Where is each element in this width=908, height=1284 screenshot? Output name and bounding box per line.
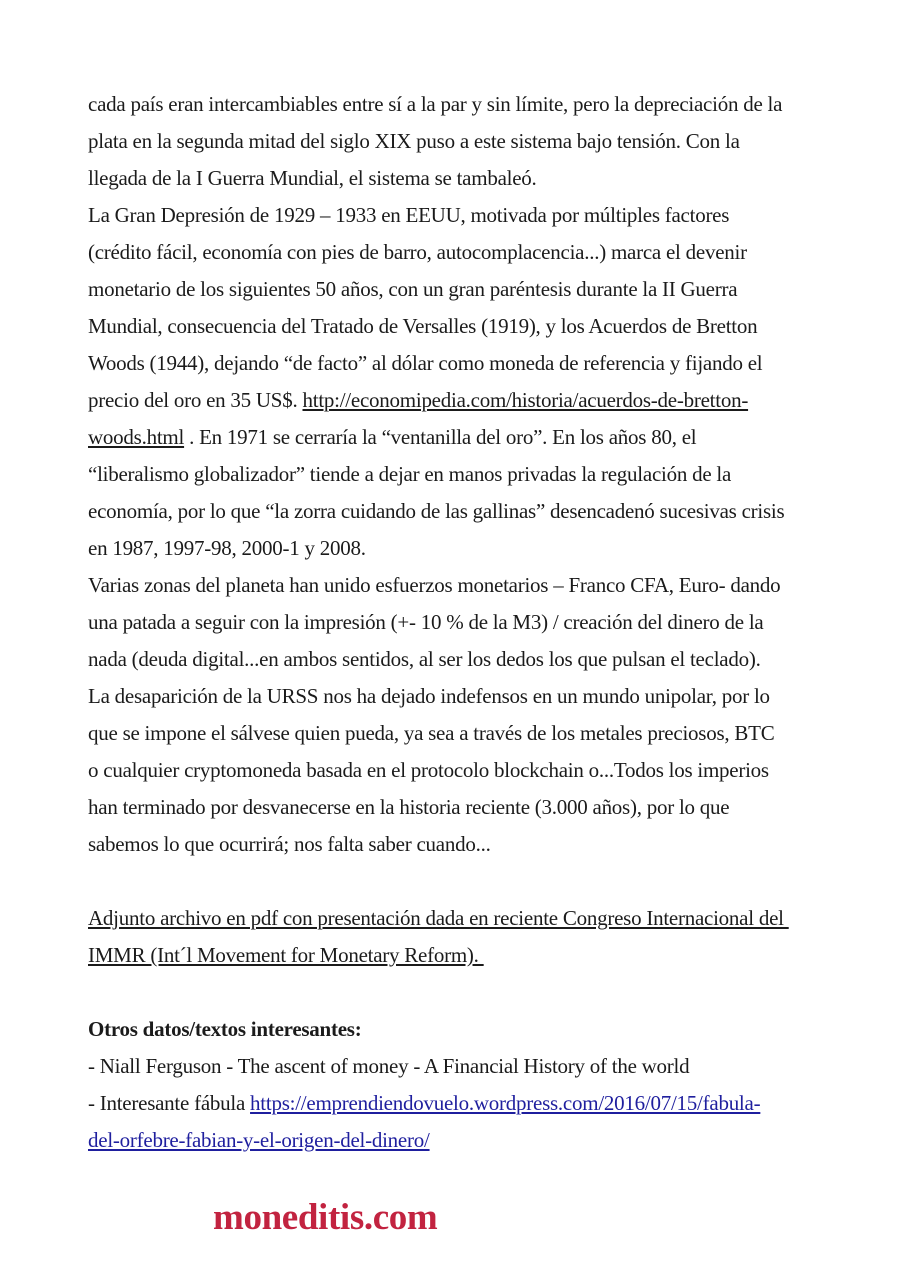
text-line <box>88 678 848 715</box>
text-line <box>88 160 848 197</box>
text-segment: en 1987, 1997-98, 2000-1 y 2008. <box>88 536 366 560</box>
text-segment: que se impone el sálvese quien pueda, ya sea a través de los metales preciosos, BTC <box>88 721 775 745</box>
text-line <box>88 1122 848 1159</box>
text-line <box>88 900 848 937</box>
text-segment: economía, por lo que “la zorra cuidando de las gallinas” desencadenó sucesivas crisis <box>88 499 785 523</box>
text-line <box>88 197 848 234</box>
text-segment: (crédito fácil, economía con pies de barro, autocomplacencia...) marca el devenir <box>88 240 747 264</box>
hyperlink[interactable]: del-orfebre-fabian-y-el-origen-del-dinero/ <box>88 1128 430 1152</box>
text-line <box>88 419 848 456</box>
text-segment: precio del oro en 35 US$. <box>88 388 303 412</box>
text-segment: Woods (1944), dejando “de facto” al dólar como moneda de referencia y fijando el <box>88 351 763 375</box>
text-segment: - Niall Ferguson - The ascent of money - A Financial History of the world <box>88 1054 690 1078</box>
text-line <box>88 715 848 752</box>
text-line <box>88 86 848 123</box>
text-line <box>88 456 848 493</box>
text-segment: una patada a seguir con la impresión (+- 10 % de la M3) / creación del dinero de la <box>88 610 764 634</box>
text-column <box>88 86 848 1240</box>
text-segment: monetario de los siguientes 50 años, con un gran paréntesis durante la II Guerra <box>88 277 738 301</box>
text-line <box>88 271 848 308</box>
text-line <box>88 752 848 789</box>
text-segment: “liberalismo globalizador” tiende a dejar en manos privadas la regulación de la <box>88 462 732 486</box>
text-segment: han terminado por desvanecerse en la historia reciente (3.000 años), por lo que <box>88 795 730 819</box>
text-line <box>88 123 848 160</box>
text-segment: o cualquier cryptomoneda basada en el protocolo blockchain o...Todos los imperios <box>88 758 769 782</box>
text-line <box>88 382 848 419</box>
text-line <box>88 604 848 641</box>
text-line <box>88 345 848 382</box>
text-segment: Varias zonas del planeta han unido esfuerzos monetarios – Franco CFA, Euro- dando <box>88 573 781 597</box>
text-line <box>88 1085 848 1122</box>
hyperlink[interactable]: http://economipedia.com/historia/acuerdos-de-bretton- <box>302 388 749 412</box>
text-line <box>88 937 848 974</box>
text-line <box>88 826 848 863</box>
blank-line <box>88 974 848 1011</box>
text-segment: La Gran Depresión de 1929 – 1933 en EEUU, motivada por múltiples factores <box>88 203 730 227</box>
blank-line <box>88 863 848 900</box>
text-line <box>88 1011 848 1048</box>
text-line <box>88 308 848 345</box>
bold-text: Otros datos/textos interesantes: <box>88 1017 362 1041</box>
text-segment: La desaparición de la URSS nos ha dejado indefensos en un mundo unipolar, por lo <box>88 684 770 708</box>
text-segment: . En 1971 se cerraría la “ventanilla del oro”. En los años 80, el <box>184 425 697 449</box>
text-segment: sabemos lo que ocurrirá; nos falta saber cuando... <box>88 832 491 856</box>
text-line <box>88 789 848 826</box>
moneditis-logo: moneditis.com <box>213 1197 438 1238</box>
text-line <box>88 234 848 271</box>
body-text <box>88 86 848 1196</box>
text-line <box>88 641 848 678</box>
text-line <box>88 567 848 604</box>
text-line <box>88 530 848 567</box>
blank-line <box>88 1159 848 1196</box>
hyperlink[interactable]: https://emprendiendovuelo.wordpress.com/2016/07/15/fabula- <box>250 1091 761 1115</box>
text-segment: Mundial, consecuencia del Tratado de Versalles (1919), y los Acuerdos de Bretton <box>88 314 758 338</box>
underlined-text: Adjunto archivo en pdf con presentación dada en reciente Congreso Internacional del <box>88 906 789 930</box>
text-line <box>88 493 848 530</box>
text-segment: cada país eran intercambiables entre sí a la par y sin límite, pero la depreciación de la <box>88 92 783 116</box>
text-segment: - Interesante fábula <box>88 1091 251 1115</box>
text-segment: llegada de la I Guerra Mundial, el sistema se tambaleó. <box>88 166 537 190</box>
text-segment: plata en la segunda mitad del siglo XIX puso a este sistema bajo tensión. Con la <box>88 129 740 153</box>
text-segment: nada (deuda digital...en ambos sentidos, al ser los dedos los que pulsan el teclado). <box>88 647 761 671</box>
hyperlink[interactable]: woods.html <box>88 425 185 449</box>
underlined-text: IMMR (Int´l Movement for Monetary Reform). <box>88 943 484 967</box>
text-line <box>88 1048 848 1085</box>
